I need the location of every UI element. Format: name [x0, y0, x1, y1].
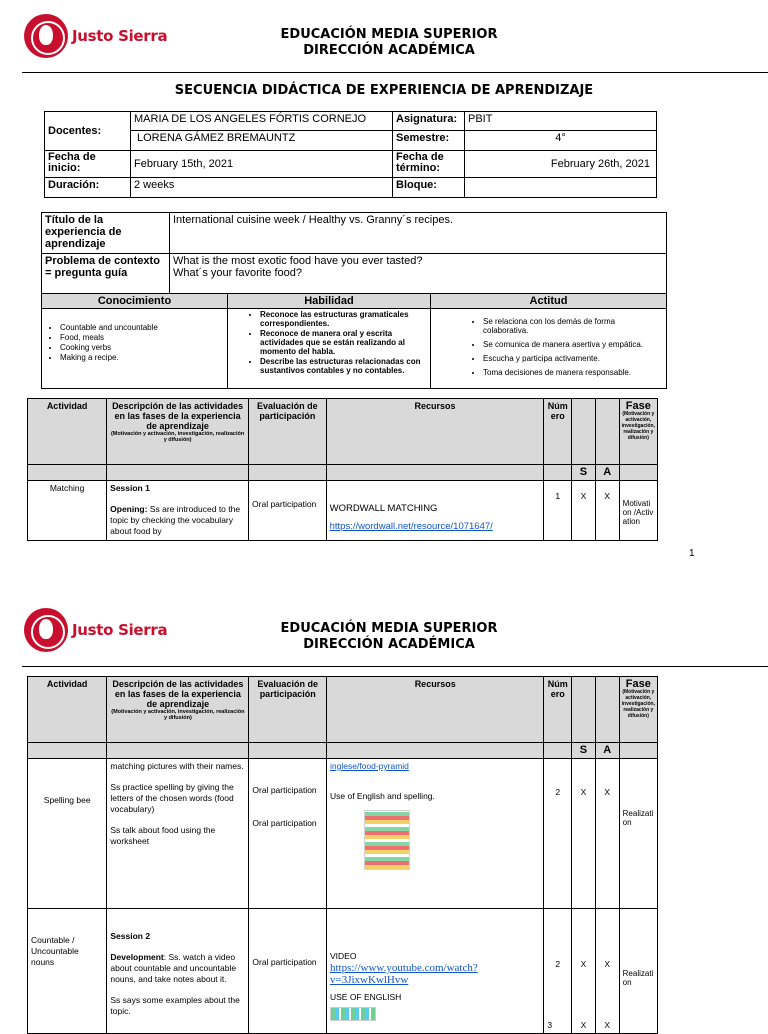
evaluacion-cell: Oral participation	[249, 481, 327, 541]
header-line1: EDUCACIÓN MEDIA SUPERIOR	[280, 27, 498, 42]
page1-header	[0, 27, 768, 59]
numero-cell: 2	[544, 759, 572, 909]
s-cell: X X	[572, 909, 596, 1034]
col-descripcion: Descripción de las actividades en las fases de la experiencia de aprendizaje (Motivación y activación, investigación, realización y difusión)	[107, 399, 249, 465]
col-s	[572, 677, 596, 743]
descripcion-cell: matching pictures with their names. Ss practice spelling by giving the letters of the chosen words (food vocabulary) Ss talk about food using the worksheet	[107, 759, 249, 909]
wordwall-link[interactable]: https://wordwall.net/resource/1071647/	[329, 521, 493, 532]
habilidad-item: • Describe las estructuras relacionadas con sustantivos contables y no contables.	[260, 357, 424, 375]
problema-value	[170, 254, 667, 294]
recursos-cell: inglese/food-pyramid Use of English and spelling.	[326, 759, 543, 909]
page2-header	[0, 621, 768, 653]
asignatura-label: Asignatura:	[393, 112, 465, 131]
a-cell: X	[595, 481, 619, 541]
col-descripcion: Descripción de las actividades en las fases de la experiencia de aprendizaje (Motivación y activación, investigación, realización y difusión)	[107, 677, 249, 743]
actividad-cell: Matching	[28, 481, 107, 541]
header-line2: DIRECCIÓN ACADÉMICA	[303, 43, 475, 58]
duracion-label: Duración:	[45, 178, 131, 198]
recursos-cell: VIDEO https://www.youtube.com/watch?v=3JixwKwlHvw USE OF ENGLISH	[326, 909, 543, 1034]
col-recursos: Recursos	[326, 399, 544, 465]
fase-cell: Motivation /Activation	[619, 481, 657, 541]
problema-label: Problema de contexto = pregunta guía	[42, 254, 170, 294]
conocimiento-item: • Food, meals	[60, 333, 221, 342]
semestre-value: 4°	[465, 131, 657, 151]
habilidad-item: • Reconoce las estructuras gramaticales correspondientes.	[260, 310, 424, 328]
header-rule	[22, 72, 768, 73]
duracion-value: 2 weeks	[131, 178, 393, 198]
habilidad-header: Habilidad	[228, 294, 431, 309]
descripcion-cell: Session 2 Development: Ss. watch a video about countable and uncountable nouns, and take notes about it. Ss says some examples about the topic.	[107, 909, 249, 1034]
habilidad-cell	[228, 309, 431, 389]
food-pyramid-link[interactable]: inglese/food-pyramid	[329, 761, 409, 771]
fecha-inicio-label: Fecha de inicio:	[45, 151, 131, 178]
habilidad-item: • Reconoce de manera oral y escrita actividades que se están realizando al momento del habla.	[260, 329, 424, 356]
kha-table	[41, 293, 667, 389]
table-row	[28, 909, 658, 1034]
page-number: 1	[689, 548, 695, 559]
docente-2: LORENA GÁMEZ BREMAUNTZ	[131, 131, 393, 151]
actitud-item: • Se relaciona con los demás de forma colaborativa.	[483, 317, 660, 335]
logo-text: Justo Sierra	[72, 27, 168, 45]
recursos-cell: WORDWALL MATCHING https://wordwall.net/resource/1071647/	[326, 481, 544, 541]
use-of-english-thumbnail	[330, 1007, 376, 1021]
s-header: S	[572, 743, 596, 759]
col-a	[595, 399, 619, 465]
fase-cell: Realization	[619, 759, 657, 909]
header-line2: DIRECCIÓN ACADÉMICA	[303, 637, 475, 652]
col-fase: Fase (Motivación y activación, investigación, realización y difusión)	[619, 677, 657, 743]
a-header: A	[595, 743, 619, 759]
fecha-inicio-value: February 15th, 2021	[131, 151, 393, 178]
conocimiento-header: Conocimiento	[42, 294, 228, 309]
info-table	[44, 111, 657, 198]
fase-cell: Realization	[619, 909, 657, 1034]
fecha-termino-value: February 26th, 2021	[465, 151, 657, 178]
col-a	[595, 677, 619, 743]
col-actividad: Actividad	[28, 677, 107, 743]
actitud-item: • Escucha y participa activamente.	[483, 354, 660, 363]
bloque-label: Bloque:	[393, 178, 465, 198]
a-cell: X X	[595, 909, 619, 1034]
conocimiento-item: • Making a recipe.	[60, 353, 221, 362]
a-cell: X	[595, 759, 619, 909]
col-s	[572, 399, 596, 465]
col-fase: Fase (Motivación y activación, investigación, realización y difusión)	[619, 399, 657, 465]
activity-table-page1	[27, 398, 658, 541]
problema-question-2: What´s your favorite food?	[173, 267, 303, 279]
titulo-label: Título de la experiencia de aprendizaje	[42, 213, 170, 254]
section-title: SECUENCIA DIDÁCTICA DE EXPERIENCIA DE APRENDIZAJE	[174, 83, 594, 98]
asignatura-value: PBIT	[465, 112, 657, 131]
activity-table-page2	[27, 676, 658, 1034]
actividad-cell: Spelling bee	[28, 759, 107, 909]
docente-1: MARIA DE LOS ANGELES FÓRTIS CORNEJO	[131, 112, 393, 131]
problema-question-1: What is the most exotic food have you ever tasted?	[173, 255, 423, 267]
col-numero: Número	[544, 677, 572, 743]
logo-text: Justo Sierra	[72, 621, 168, 639]
table-row	[28, 481, 658, 541]
actitud-cell	[431, 309, 667, 389]
s-cell: X	[572, 481, 596, 541]
conocimiento-item: • Cooking verbs	[60, 343, 221, 352]
col-evaluacion: Evaluación de participación	[249, 399, 327, 465]
header-line1: EDUCACIÓN MEDIA SUPERIOR	[280, 621, 498, 636]
header-rule	[22, 666, 768, 667]
fecha-termino-label: Fecha de término:	[393, 151, 465, 178]
youtube-link[interactable]: https://www.youtube.com/watch?v=3JixwKwlHvw	[329, 962, 478, 986]
titulo-value: International cuisine week / Healthy vs. Granny´s recipes.	[170, 213, 667, 254]
evaluacion-cell: Oral participation Oral participation	[249, 759, 327, 909]
docentes-label: Docentes:	[45, 112, 131, 151]
semestre-label: Semestre:	[393, 131, 465, 151]
actitud-header: Actitud	[431, 294, 667, 309]
evaluacion-cell: Oral participation	[249, 909, 327, 1034]
numero-cell: 1	[544, 481, 572, 541]
conocimiento-cell	[42, 309, 228, 389]
worksheet-thumbnail	[364, 810, 410, 870]
col-recursos: Recursos	[326, 677, 543, 743]
actitud-item: • Toma decisiones de manera responsable.	[483, 368, 660, 377]
bloque-value	[465, 178, 657, 198]
conocimiento-item: • Countable and uncountable	[60, 323, 221, 332]
col-actividad: Actividad	[28, 399, 107, 465]
s-cell: X	[572, 759, 596, 909]
descripcion-cell: Session 1 Opening: Ss are introduced to the topic by checking the vocabulary about food by	[107, 481, 249, 541]
actividad-cell: Countable / Uncountable nouns	[28, 909, 107, 1034]
a-header: A	[595, 465, 619, 481]
col-numero: Número	[544, 399, 572, 465]
context-table	[41, 212, 667, 294]
actitud-item: • Se comunica de manera asertiva y empática.	[483, 340, 660, 349]
numero-cell: 2 3	[544, 909, 572, 1034]
s-header: S	[572, 465, 596, 481]
table-row	[28, 759, 658, 909]
col-evaluacion: Evaluación de participación	[249, 677, 327, 743]
